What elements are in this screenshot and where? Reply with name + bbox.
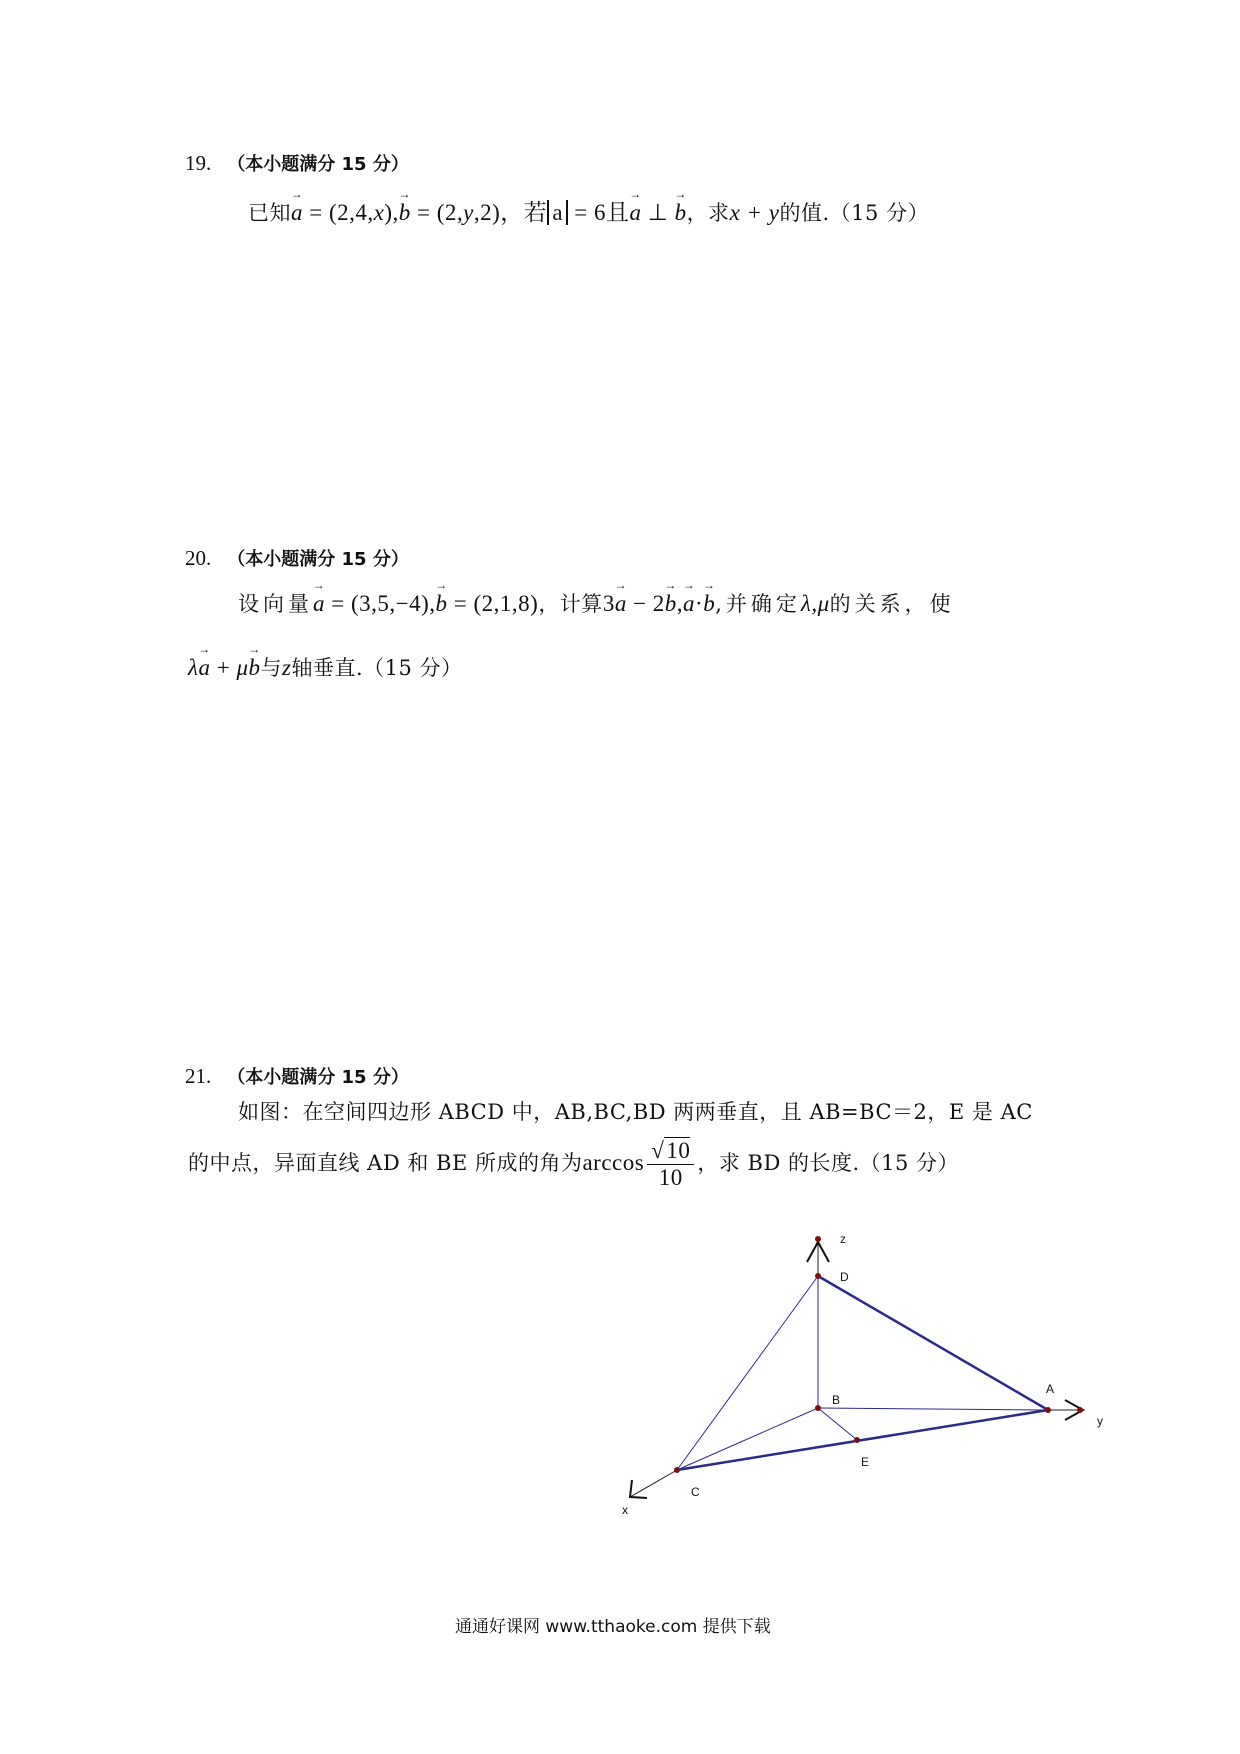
label-B: B <box>832 1393 841 1407</box>
point-C <box>674 1467 680 1473</box>
point-E <box>854 1437 860 1443</box>
label-x: x <box>622 1503 628 1517</box>
edge-DC <box>677 1276 818 1470</box>
label-z: z <box>840 1232 846 1246</box>
label-D: D <box>840 1270 849 1284</box>
q20-score: （本小题满分 15 分） <box>227 549 409 570</box>
x-axis <box>630 1470 677 1497</box>
edge-BE <box>818 1408 857 1440</box>
q21-score: （本小题满分 15 分） <box>227 1067 409 1088</box>
q20-number: 20. <box>185 546 212 570</box>
q21-statement-line2: 的中点，异面直线 AD 和 BE 所成的角为arccos $\frac{√10}{10}$ ，求 BD 的长度.（15 分） <box>188 1138 960 1190</box>
point-z <box>815 1236 821 1242</box>
label-C: C <box>691 1485 700 1499</box>
q21-number: 21. <box>185 1064 212 1088</box>
q21-statement-line1: 如图：在空间四边形 ABCD 中，AB,BC,BD 两两垂直，且 AB=BC＝2，E 是 AC <box>238 1100 1033 1124</box>
vector-a: a → <box>291 200 303 226</box>
arccos: arccos <box>582 1150 645 1175</box>
figure-lines <box>630 1242 1083 1498</box>
point-y <box>1077 1407 1083 1413</box>
q20-statement-line1: 设向量a → = (3,5,−4),b → = (2,1,8)，计算3a → − 2b →,a →·b →,并确定λ,μ的关系，使 <box>238 588 955 618</box>
footer-source: 通通好课网 www.tthaoke.com 提供下载 <box>455 1617 771 1637</box>
point-D <box>815 1273 821 1279</box>
edge-BC <box>677 1408 818 1470</box>
vector-b: b → <box>399 200 411 226</box>
abs-a: a <box>547 200 568 225</box>
sqrt10-over-10: $\frac{√10}{10}$ <box>647 1138 694 1191</box>
label-y: y <box>1097 1414 1103 1428</box>
q19-number: 19. <box>185 151 212 175</box>
edge-BA <box>818 1408 1048 1410</box>
q19-score: （本小题满分 15 分） <box>227 154 409 175</box>
label-E: E <box>861 1455 870 1469</box>
point-B <box>815 1405 821 1411</box>
edge-DA <box>818 1276 1048 1410</box>
q19-statement: 已知a → = (2,4,x),b → = (2,y,2)，若 a = 6且a → ⊥ b →，求x + y的值.（15 分） <box>248 194 929 227</box>
point-A <box>1045 1407 1051 1413</box>
figure-labels <box>622 1232 1103 1517</box>
q20-statement-line2: λa → + μb →与z轴垂直.（15 分） <box>188 652 463 682</box>
label-A: A <box>1046 1382 1055 1396</box>
